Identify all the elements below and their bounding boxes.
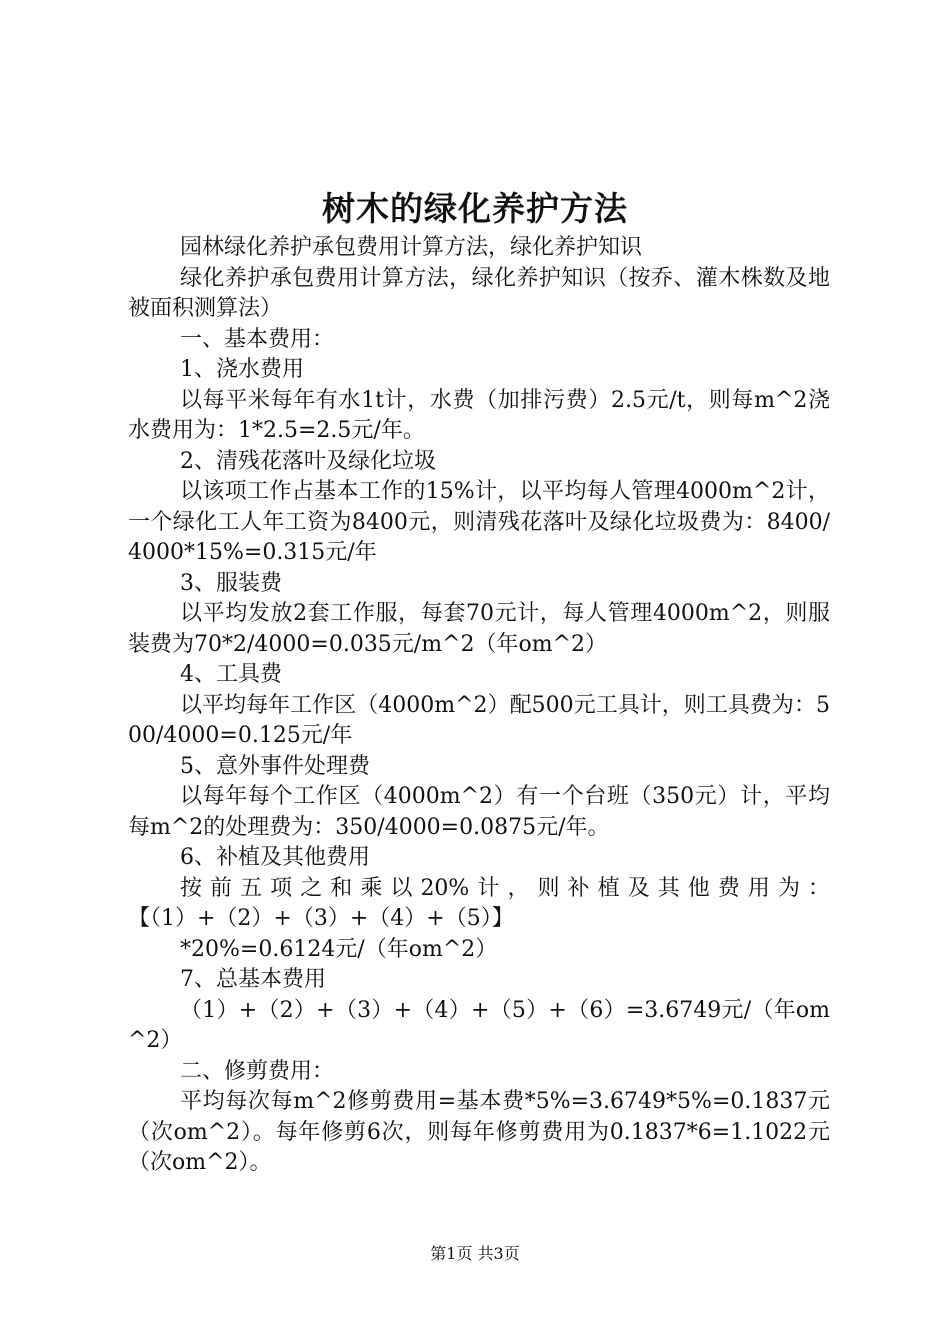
item-heading-replanting: 6、补植及其他费用	[180, 845, 370, 870]
section-heading-pruning: 二、修剪费用：	[180, 1058, 335, 1084]
paragraph-replanting: 按前五项之和乘以20%计，则补植及其他费用为：	[180, 875, 830, 901]
page-footer: 第1页 共3页	[430, 1244, 520, 1263]
paragraph-pruning: 平均每次每m^2修剪费用=基本费*5%=3.6749*5%=0.1837元（次om^2）。每年修剪6次，则每年修剪费用为0.1837*6=1.1022元（次om^2）。	[128, 1089, 830, 1175]
document-title: 树木的绿化养护方法	[322, 189, 628, 228]
paragraph-replanting-formula: 【（1）+（2）+（3）+（4）+（5）】	[128, 906, 514, 931]
paragraph-accidents: 以每年每个工作区（4000m^2）有一个台班（350元）计，平均每m^2的处理费为：350/4000=0.0875元/年。	[128, 784, 830, 840]
paragraph-intro: 绿化养护承包费用计算方法，绿化养护知识（按乔、灌木株数及地被面积测算法）	[128, 265, 830, 321]
item-heading-accidents: 5、意外事件处理费	[180, 753, 370, 779]
item-heading-cleanup: 2、清残花落叶及绿化垃圾	[180, 448, 436, 474]
item-heading-clothing: 3、服装费	[180, 570, 282, 596]
paragraph-watering: 以每平米每年有水1t计，水费（加排污费）2.5元/t，则每m^2浇水费用为：1*2.5=2.5元/年。	[128, 387, 830, 443]
paragraph-clothing: 以平均发放2套工作服，每套70元计，每人管理4000m^2，则服装费为70*2/4000=0.035元/m^2（年om^2）	[128, 601, 830, 657]
paragraph-subtitle: 园林绿化养护承包费用计算方法，绿化养护知识	[180, 235, 643, 260]
paragraph-total: （1）+（2）+（3）+（4）+（5）+（6）=3.6749元/（年om^2）	[128, 997, 830, 1053]
item-heading-total: 7、总基本费用	[180, 967, 326, 992]
paragraph-cleanup: 以该项工作占基本工作的15%计，以平均每人管理4000m^2计，一个绿化工人年工资为8400元，则清残花落叶及绿化垃圾费为：8400/4000*15%=0.315元/年	[128, 479, 830, 565]
paragraph-tools: 以平均每年工作区（4000m^2）配500元工具计，则工具费为：500/4000=0.125元/年	[128, 692, 830, 748]
item-heading-watering: 1、浇水费用	[180, 357, 304, 382]
section-heading-basic-fees: 一、基本费用：	[180, 326, 335, 352]
item-heading-tools: 4、工具费	[180, 662, 282, 687]
document-body	[128, 233, 830, 1179]
paragraph-replanting-result: *20%=0.6124元/（年om^2）	[180, 936, 498, 962]
